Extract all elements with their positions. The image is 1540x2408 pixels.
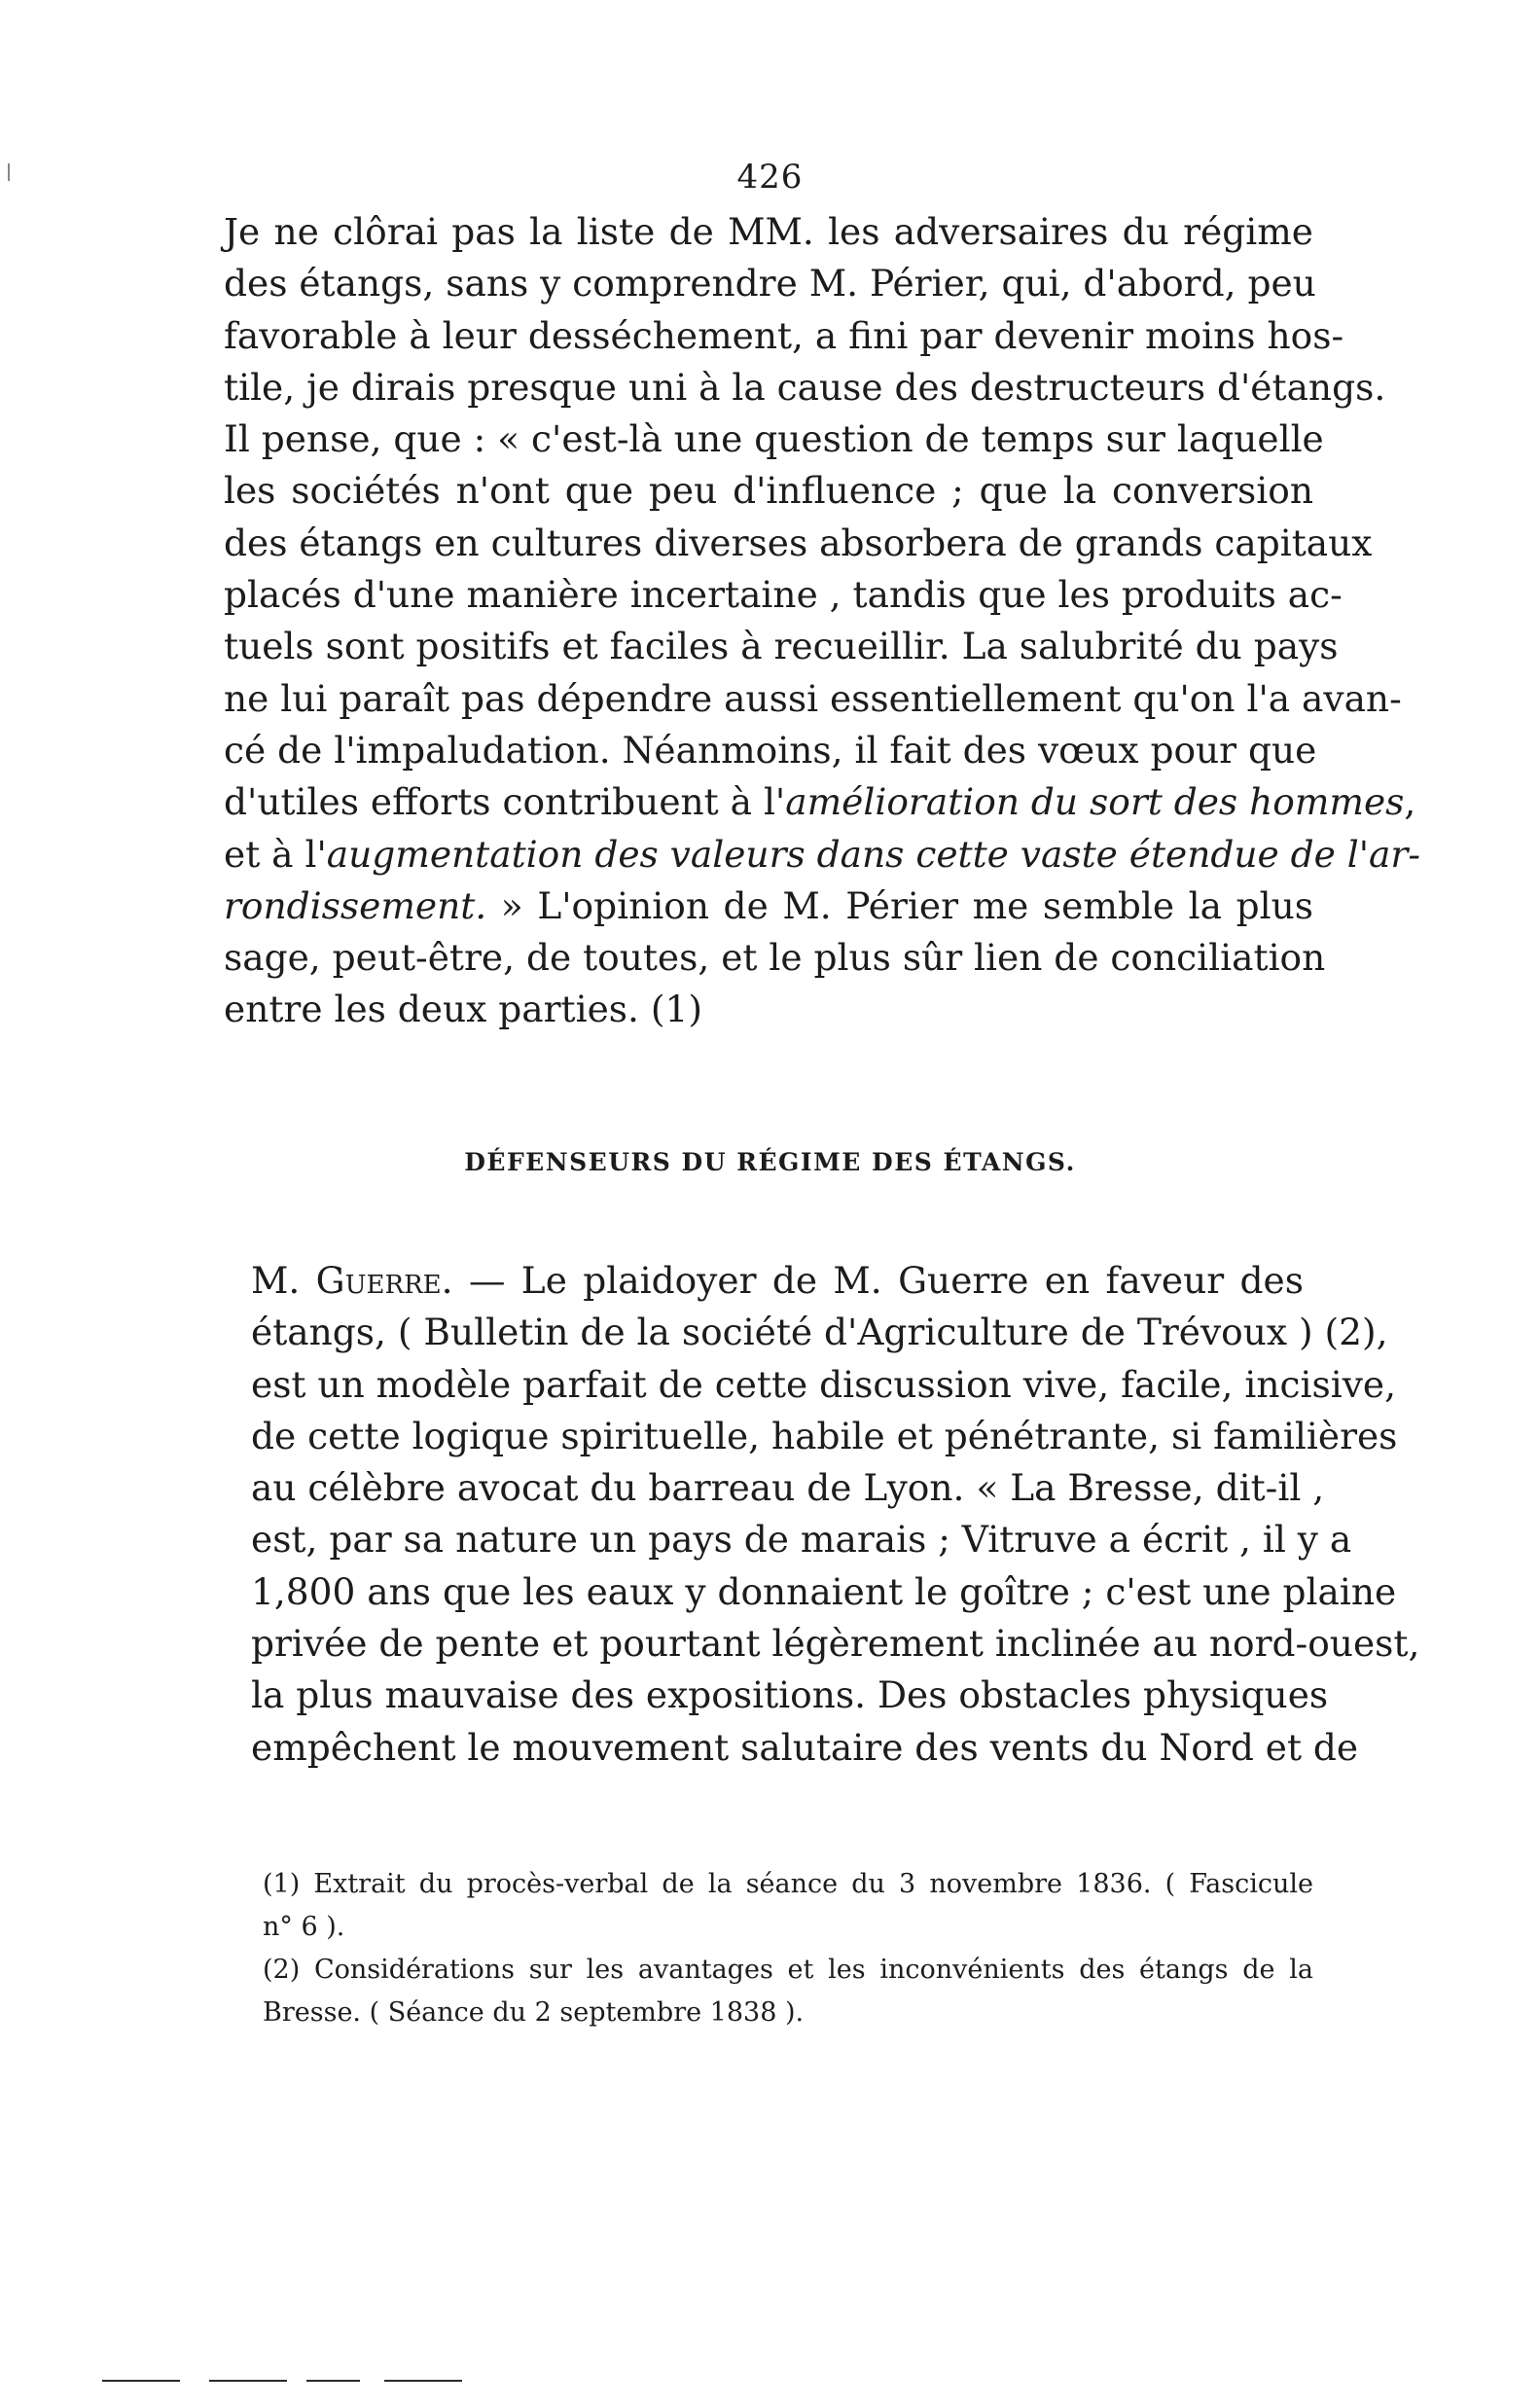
text-run: et à l' [224, 832, 327, 876]
text-line: tile, je dirais presque uni à la cause des destructeurs d'étangs. [224, 365, 1386, 409]
footnote-2-continued: Bresse. ( Séance du 2 septembre 1838 ). [263, 1997, 805, 2028]
bottom-rule [209, 2380, 287, 2382]
footnote-1-continued: n° 6 ). [263, 1912, 345, 1942]
text-run: » L'opinion de M. Périer me semble la plus [486, 883, 1313, 927]
italic-quote: rondissement. [224, 883, 487, 927]
text-line: au célèbre avocat du barreau de Lyon. « La Bresse, dit-il , [251, 1466, 1325, 1510]
text-line: Je ne clôrai pas la liste de MM. les adversaires du régime [224, 210, 1313, 253]
text-line: tuels sont positifs et faciles à recueillir. La salubrité du pays [224, 625, 1339, 668]
text-line-mixed [224, 776, 1416, 828]
author-name: M. Guerre. [251, 1259, 453, 1302]
bottom-rule [306, 2380, 360, 2382]
text-line: Il pense, que : « c'est-là une question de temps sur laquelle [224, 417, 1324, 461]
italic-quote: augmentation des valeurs dans cette vaste étendue de l'ar- [326, 832, 1420, 876]
text-line: ne lui paraît pas dépendre aussi essentiellement qu'on l'a avan- [224, 676, 1402, 720]
text-line: 1,800 ans que les eaux y donnaient le goître ; c'est une plaine [251, 1569, 1397, 1613]
text-line: des étangs en cultures diverses absorbera de grands capitaux [224, 521, 1373, 564]
footnote-1: (1) Extrait du procès-verbal de la séance du 3 novembre 1836. ( Fascicule [263, 1869, 1313, 1899]
text-line: les sociétés n'ont que peu d'influence ; que la conversion [224, 469, 1313, 513]
text-line: placés d'une manière incertaine , tandis que les produits ac- [224, 573, 1343, 617]
italic-quote: amélioration du sort des hommes [785, 780, 1405, 824]
bottom-rule [102, 2380, 180, 2382]
footnotes [263, 1863, 1313, 2034]
text-run: — Le plaidoyer de M. Guerre en faveur des [452, 1259, 1304, 1302]
bottom-rule [384, 2380, 462, 2382]
text-run: , [1404, 780, 1416, 824]
text-line: la plus mauvaise des expositions. Des obstacles physiques [251, 1673, 1329, 1717]
text-line: entre les deux parties. (1) [224, 988, 702, 1031]
section-heading: DÉFENSEURS DU RÉGIME DES ÉTANGS. [464, 1148, 1076, 1176]
text-line-mixed [224, 881, 1313, 932]
text-line: des étangs, sans y comprendre M. Périer, qui, d'abord, peu [224, 262, 1316, 305]
text-line-mixed [251, 1255, 1304, 1307]
text-line: cé de l'impaludation. Néanmoins, il fait des vœux pour que [224, 728, 1317, 772]
text-line: sage, peut-être, de toutes, et le plus sûr lien de conciliation [224, 936, 1326, 980]
text-line: étangs, ( Bulletin de la société d'Agriculture de Trévoux ) (2), [251, 1311, 1388, 1354]
text-line: favorable à leur desséchement, a fini par devenir moins hos- [224, 313, 1344, 357]
text-line: privée de pente et pourtant légèrement inclinée au nord-ouest, [251, 1622, 1420, 1666]
text-run: d'utiles efforts contribuent à l' [224, 780, 786, 824]
text-line-mixed [224, 829, 1420, 881]
footnote-2: (2) Considérations sur les avantages et les inconvénients des étangs de la [263, 1955, 1313, 1985]
text-line: est un modèle parfait de cette discussion vive, facile, incisive, [251, 1362, 1397, 1406]
text-line: de cette logique spirituelle, habile et pénétrante, si familières [251, 1414, 1398, 1457]
text-line: empêchent le mouvement salutaire des vents du Nord et de [251, 1725, 1359, 1769]
paragraph-guerre [251, 1255, 1420, 1774]
paragraph-perier [224, 206, 1420, 1036]
page-number: 426 [736, 158, 804, 197]
text-line: est, par sa nature un pays de marais ; Vitruve a écrit , il y a [251, 1518, 1352, 1562]
